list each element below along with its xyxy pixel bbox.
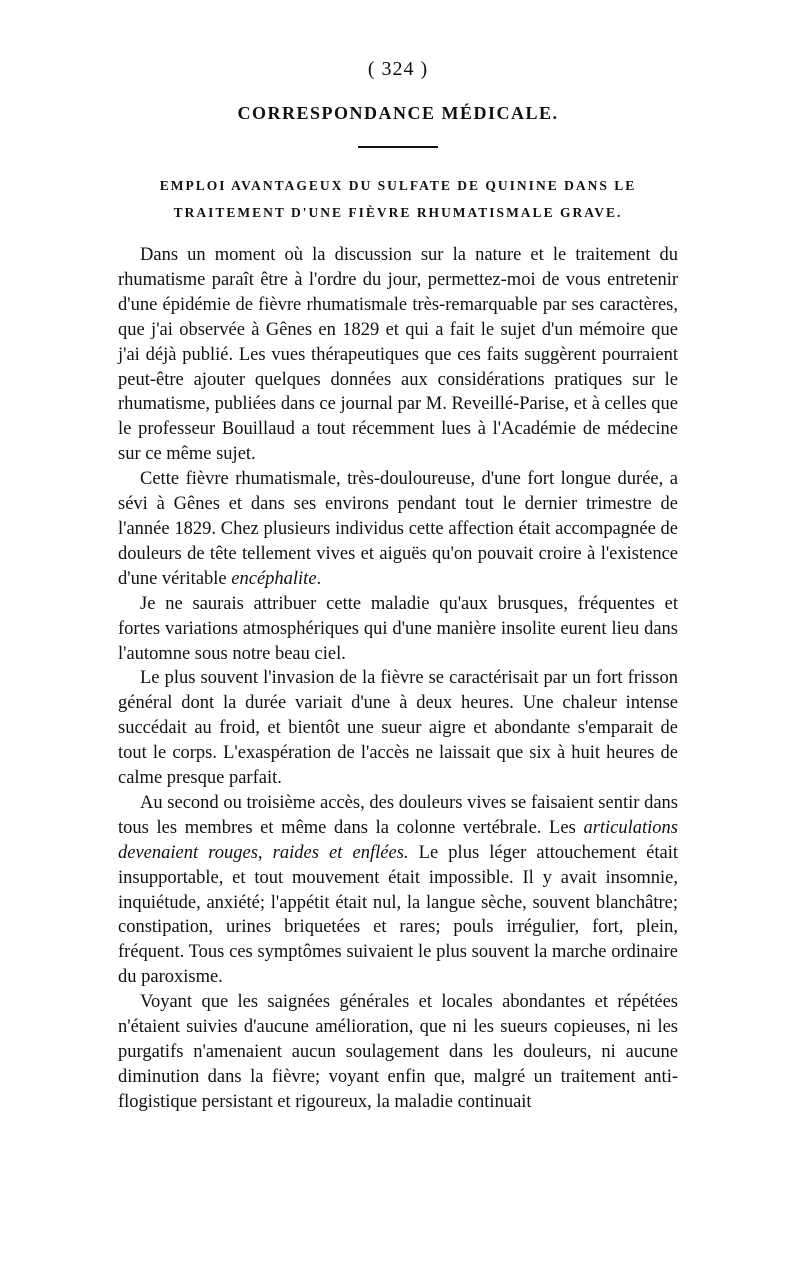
paragraph-5-end: Le plus léger attouchement était insupportable, et tout mouvement était impossible. Il y avait insomnie, inquiétude, anxiété; l'appétit était nul, la langue sèche, souvent blanchâtre; constipation, urines briquetées et rares; pouls irrégulier, fort, plein, fréquent. Tous ces symptômes suivaient le plus souvent la marche ordinaire du paroxisme. (118, 842, 678, 988)
paragraph-5-italic: articulations devenaient rouges, raides et enflées. (118, 817, 678, 863)
section-title: CORRESPONDANCE MÉDICALE. (237, 103, 559, 123)
paragraph-4: Le plus souvent l'invasion de la fièvre se caractérisait par un fort frisson général dont la durée variait d'une à deux heures. Une chaleur intense succédait au froid, et bientôt une sueur aigre et abondante s'emparait de tout le corps. L'exaspération de l'accès ne laissait que six à huit heures de calme presque parfait. (118, 668, 678, 789)
article-title: EMPLOI AVANTAGEUX DU SULFATE DE QUININE DANS LE TRAITEMENT D'UNE FIÈVRE RHUMATISMALE GRAVE. (159, 178, 637, 220)
article-body (118, 243, 678, 1115)
paragraph-2-text: Cette fièvre rhumatismale, très-douloureuse, d'une fort longue durée, a sévi à Gênes et dans ses environs pendant tout le dernier trimestre de l'année 1829. Chez plusieurs individus cette affection était accompagnée de douleurs de tête tellement vives et aiguës qu'on pouvait croire à l'existence d'une véritable (118, 469, 678, 589)
paragraph-2-italic: encéphalite (231, 568, 317, 589)
paragraph-1: Dans un moment où la discussion sur la nature et le traitement du rhumatisme paraît être à l'ordre du jour, permettez-moi de vous entretenir d'une épidémie de fièvre rhumatismale très-remarquable par ses caractères, que j'ai observée à Gênes en 1829 et qui a fait le sujet d'un mémoire que j'ai déjà publié. Les vues thérapeutiques que ces faits suggèrent pourraient peut-être ajouter quelques données aux considérations pratiques sur le rhumatisme, publiées dans ce journal par M. Reveillé-Parise, et à celles que le professeur Bouillaud a tout récemment lues à l'Académie de médecine sur ce même sujet. (118, 245, 678, 465)
paragraph-2-end: . (316, 568, 322, 589)
paragraph-5-text: Au second ou troisième accès, des douleurs vives se faisaient sentir dans tous les membres et même dans la colonne vertébrale. Les (118, 792, 678, 838)
paragraph-6: Voyant que les saignées générales et locales abondantes et répétées n'étaient suivies d'aucune amélioration, que ni les sueurs copieuses, ni les purgatifs n'amenaient aucun soulagement dans les douleurs, ni aucune diminution dans la fièvre; voyant enfin que, malgré un traitement anti-flogistique persistant et rigoureux, la maladie continuait (118, 992, 678, 1112)
paragraph-3: Je ne saurais attribuer cette maladie qu'aux brusques, fréquentes et fortes variations atmosphériques qui d'une manière insolite eurent lieu dans l'automne sous notre beau ciel. (118, 593, 678, 664)
paragraph-5 (118, 791, 678, 990)
title-divider (358, 146, 438, 148)
paragraph-2 (118, 467, 678, 592)
page-number: ( 324 ) (367, 58, 429, 80)
book-page (118, 58, 678, 1115)
